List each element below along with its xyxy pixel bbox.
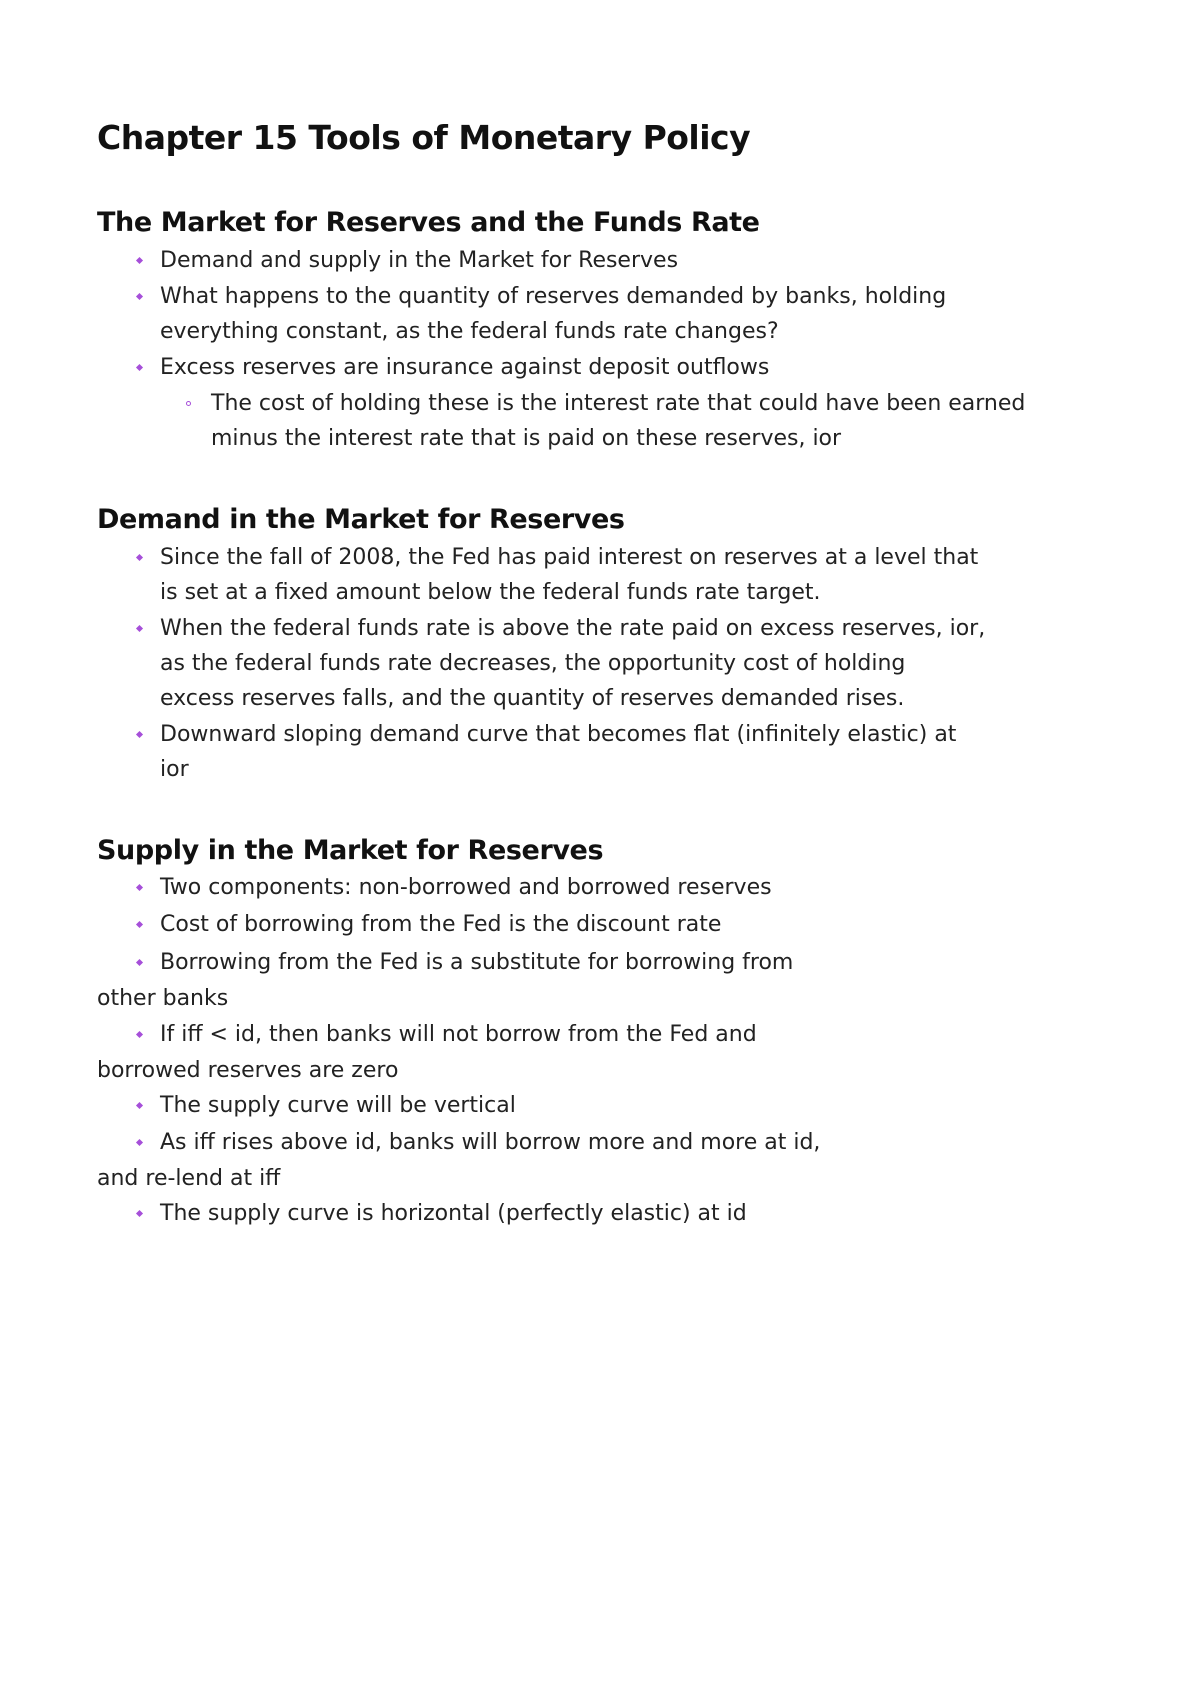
bullet-icon bbox=[136, 1102, 143, 1109]
list-item: The supply curve is horizontal (perfectly elastic) at id bbox=[160, 1201, 747, 1226]
page-title: Chapter 15 Tools of Monetary Policy bbox=[97, 118, 751, 157]
bullet-icon bbox=[136, 959, 143, 966]
list-item: Downward sloping demand curve that becomes flat (infinitely elastic) at bbox=[160, 722, 957, 747]
list-item: If iff < id, then banks will not borrow from the Fed and bbox=[160, 1022, 757, 1047]
list-item: What happens to the quantity of reserves demanded by banks, holding bbox=[160, 284, 947, 309]
bullet-icon bbox=[136, 1031, 143, 1038]
section-heading-market-for-reserves: The Market for Reserves and the Funds Rate bbox=[97, 207, 760, 238]
list-item-continuation: other banks bbox=[97, 986, 229, 1011]
list-item: Cost of borrowing from the Fed is the discount rate bbox=[160, 912, 722, 937]
sub-bullet-icon bbox=[186, 401, 191, 406]
list-item-continuation: everything constant, as the federal funds rate changes? bbox=[160, 319, 779, 344]
bullet-icon bbox=[136, 1139, 143, 1146]
bullet-icon bbox=[136, 884, 143, 891]
list-item: When the federal funds rate is above the rate paid on excess reserves, ior, bbox=[160, 616, 986, 641]
bullet-icon bbox=[136, 731, 143, 738]
list-item-continuation: and re-lend at iff bbox=[97, 1166, 281, 1191]
list-item-continuation: as the federal funds rate decreases, the opportunity cost of holding bbox=[160, 651, 906, 676]
list-item: The supply curve will be vertical bbox=[160, 1093, 516, 1118]
section-heading-supply: Supply in the Market for Reserves bbox=[97, 835, 604, 866]
bullet-icon bbox=[136, 554, 143, 561]
bullet-icon bbox=[136, 625, 143, 632]
list-item: Excess reserves are insurance against deposit outflows bbox=[160, 355, 770, 380]
bullet-icon bbox=[136, 1210, 143, 1217]
list-item-continuation: is set at a fixed amount below the federal funds rate target. bbox=[160, 580, 821, 605]
bullet-icon bbox=[136, 293, 143, 300]
bullet-icon bbox=[136, 257, 143, 264]
bullet-icon bbox=[136, 921, 143, 928]
list-item-continuation: ior bbox=[160, 757, 189, 782]
list-item: Since the fall of 2008, the Fed has paid interest on reserves at a level that bbox=[160, 545, 979, 570]
sub-list-item: The cost of holding these is the interest rate that could have been earned bbox=[211, 391, 1026, 416]
list-item: As iff rises above id, banks will borrow more and more at id, bbox=[160, 1130, 821, 1155]
list-item-continuation: borrowed reserves are zero bbox=[97, 1058, 399, 1083]
bullet-icon bbox=[136, 364, 143, 371]
sub-list-item-continuation: minus the interest rate that is paid on these reserves, ior bbox=[211, 426, 842, 451]
section-heading-demand: Demand in the Market for Reserves bbox=[97, 504, 625, 535]
list-item: Borrowing from the Fed is a substitute for borrowing from bbox=[160, 950, 794, 975]
list-item-continuation: excess reserves falls, and the quantity of reserves demanded rises. bbox=[160, 686, 905, 711]
list-item: Two components: non-borrowed and borrowed reserves bbox=[160, 875, 772, 900]
list-item: Demand and supply in the Market for Reserves bbox=[160, 248, 679, 273]
